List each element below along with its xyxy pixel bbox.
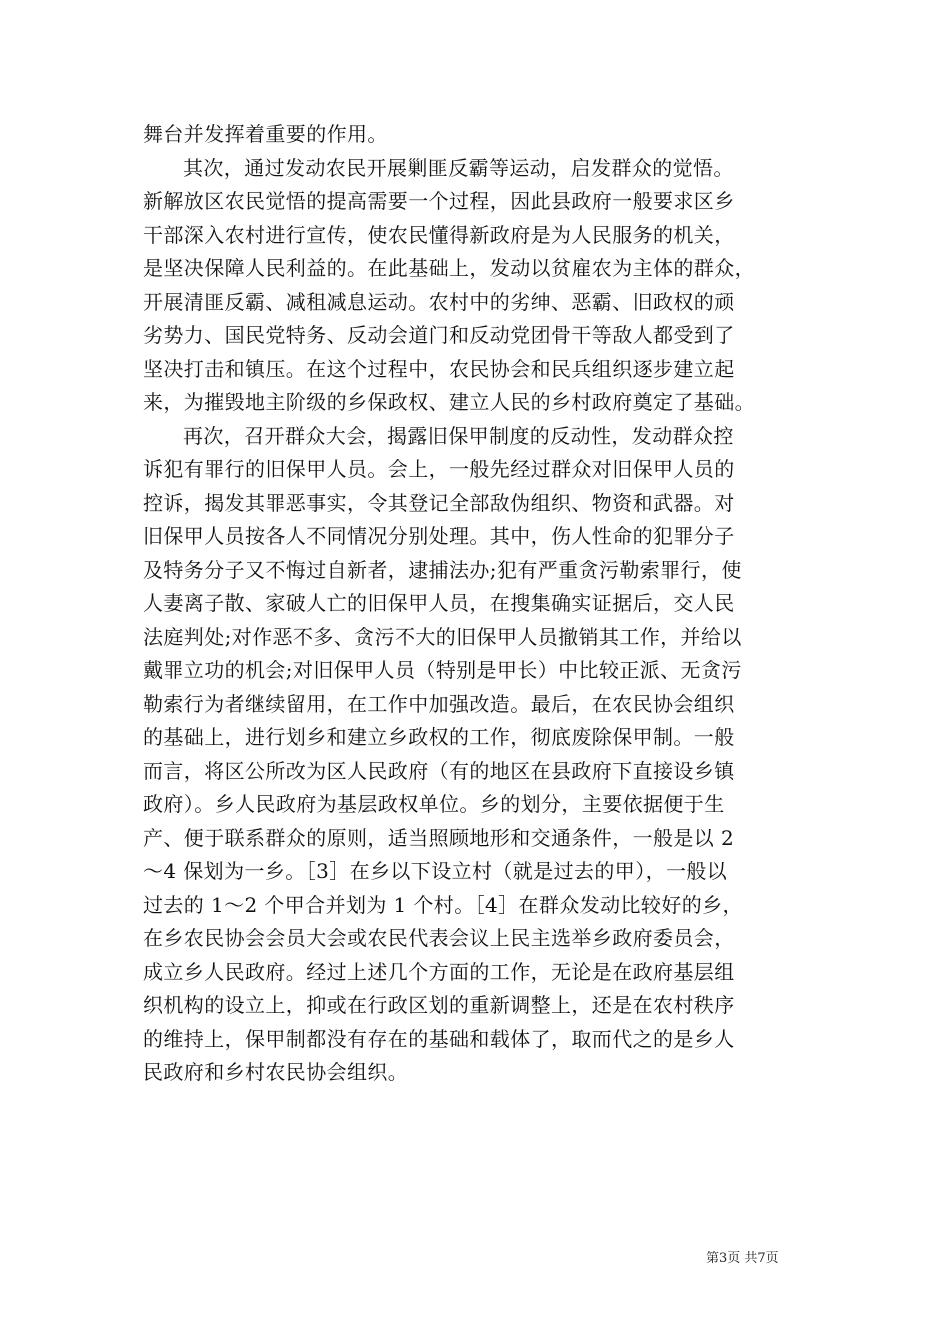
text-line: 其次，通过发动农民开展剿匪反霸等运动，启发群众的觉悟。 — [183, 155, 734, 180]
text-line: 开展清匪反霸、减租减息运动。农村中的劣绅、恶霸、旧政权的顽 — [143, 289, 735, 314]
text-line: 戴罪立功的机会;对旧保甲人员（特别是甲长）中比较正派、无贪污 — [143, 658, 742, 682]
body-text — [143, 118, 823, 1090]
text-line: 舞台并发挥着重要的作用。 — [143, 122, 388, 146]
text-line: 而言，将区公所改为区人民政府（有的地区在县政府下直接设乡镇 — [143, 758, 735, 783]
text-line: 民政府和乡村农民协会组织。 — [143, 1060, 409, 1084]
text-line: 勒索行为者继续留用，在工作中加强改造。最后，在农民协会组织 — [143, 691, 735, 716]
text-line: 再次，召开群众大会，揭露旧保甲制度的反动性，发动群众控 — [183, 423, 734, 448]
text-line: ～4 保划为一乡。［3］在乡以下设立村（就是过去的甲），一般以 — [143, 859, 728, 883]
text-line: 过去的 1～2 个甲合并划为 1 个村。［4］在群众发动比较好的乡， — [143, 892, 743, 917]
text-line: 新解放区农民觉悟的提高需要一个过程，因此县政府一般要求区乡 — [143, 189, 735, 213]
text-line: 来，为摧毁地主阶级的乡保政权、建立人民的乡村政府奠定了基础。 — [143, 390, 755, 414]
text-line: 法庭判处;对作恶不多、贪污不大的旧保甲人员撤销其工作，并给以 — [143, 624, 742, 649]
text-line: 及特务分子又不悔过自新者，逮捕法办;犯有严重贪污勒索罪行，使 — [143, 557, 742, 582]
text-line: 成立乡人民政府。经过上述几个方面的工作，无论是在政府基层组 — [143, 959, 735, 984]
text-line: 劣势力、国民党特务、反动会道门和反动党团骨干等敌人都受到了 — [143, 323, 735, 347]
text-line: 人妻离子散、家破人亡的旧保甲人员，在搜集确实证据后，交人民 — [143, 591, 735, 615]
text-line: 在乡农民协会会员大会或农民代表会议上民主选举乡政府委员会， — [143, 926, 735, 950]
text-line: 产、便于联系群众的原则，适当照顾地形和交通条件，一般是以 2 — [143, 825, 735, 850]
text-line: 诉犯有罪行的旧保甲人员。会上，一般先经过群众对旧保甲人员的 — [143, 457, 735, 481]
text-line: 政府）。乡人民政府为基层政权单位。乡的划分，主要依据便于生 — [143, 792, 725, 816]
text-line: 控诉，揭发其罪恶事实，令其登记全部敌伪组织、物资和武器。对 — [143, 490, 735, 515]
page-number: 第3页 共7页 — [706, 1251, 779, 1266]
text-line: 是坚决保障人民利益的。在此基础上，发动以贫雇农为主体的群众， — [143, 256, 755, 280]
text-line: 的基础上，进行划乡和建立乡政权的工作，彻底废除保甲制。一般 — [143, 725, 735, 749]
text-line: 织机构的设立上，抑或在行政区划的重新调整上，还是在农村秩序 — [143, 993, 735, 1017]
text-line: 的维持上，保甲制都没有存在的基础和载体了，取而代之的是乡人 — [143, 1026, 735, 1051]
text-line: 干部深入农村进行宣传，使农民懂得新政府是为人民服务的机关， — [143, 222, 735, 247]
text-line: 坚决打击和镇压。在这个过程中，农民协会和民兵组织逐步建立起 — [143, 356, 735, 381]
text-line: 旧保甲人员按各人不同情况分别处理。其中，伤人性命的犯罪分子 — [143, 524, 735, 548]
